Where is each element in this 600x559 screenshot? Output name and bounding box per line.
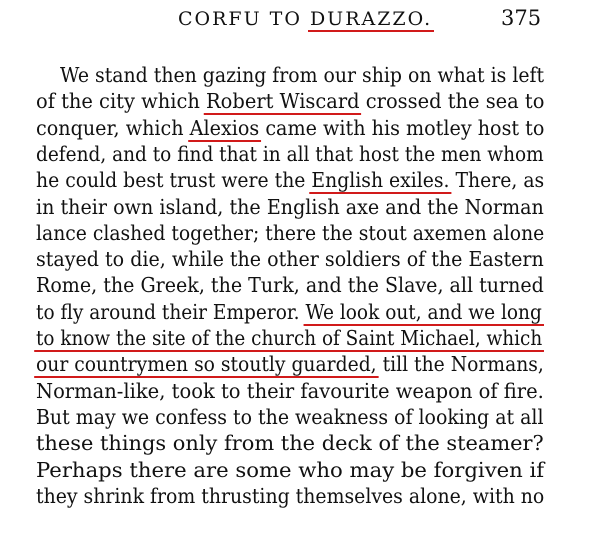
text-line <box>36 483 544 509</box>
underlined-title-part: DURAZZO. <box>309 8 433 30</box>
text-segment: till the Normans, <box>376 352 544 377</box>
underlined-phrase: We look out, and we long <box>305 299 542 324</box>
underlined-phrase: Alexios <box>189 115 260 140</box>
running-head <box>0 6 600 36</box>
text-segment: they shrink from thrusting themselves alone, with no <box>36 483 545 508</box>
text-segment: Perhaps there are some who may be forgiven if <box>36 457 545 482</box>
page-number: 375 <box>501 6 542 30</box>
text-segment: he could best trust were the <box>36 168 312 193</box>
text-line <box>36 141 544 167</box>
text-segment: came with his motley host to <box>259 115 545 140</box>
text-line <box>36 220 544 246</box>
text-line <box>36 167 544 193</box>
text-line <box>36 351 544 377</box>
text-segment: to fly around their Emperor. <box>36 299 306 324</box>
text-line <box>36 272 544 298</box>
text-line <box>60 62 544 88</box>
underlined-phrase: English exiles. <box>311 168 450 193</box>
text-line <box>36 404 544 430</box>
text-line <box>36 325 542 351</box>
text-segment: conquer, which <box>36 115 190 140</box>
text-segment: crossed the sea to <box>359 89 545 114</box>
text-segment: But may we confess to the weakness of looking at all <box>36 404 544 429</box>
text-line <box>36 246 544 272</box>
running-head-title <box>178 8 432 30</box>
text-segment: in their own island, the English axe and the Norman <box>36 194 544 219</box>
text-segment: There, as <box>449 168 545 193</box>
underlined-phrase: Robert Wiscard <box>206 89 360 114</box>
title-part-1: CORFU TO <box>178 8 310 30</box>
text-line <box>36 430 544 456</box>
text-line <box>36 378 544 404</box>
text-line <box>36 194 544 220</box>
underlined-phrase: our countrymen so stoutly guarded, <box>36 352 377 377</box>
underlined-phrase: to know the site of the church of Saint Michael, which <box>36 326 543 350</box>
text-line <box>36 115 544 141</box>
text-line <box>36 88 544 114</box>
text-segment: Rome, the Greek, the Turk, and the Slave, all turned <box>36 273 544 298</box>
text-segment: stayed to die, while the other soldiers of the Eastern <box>36 247 544 272</box>
text-segment: We stand then gazing from our ship on what is left <box>60 63 545 87</box>
text-segment: lance clashed together; there the stout axemen alone <box>36 220 545 245</box>
text-segment: defend, and to find that in all that host the men whom <box>36 141 544 166</box>
text-segment: these things only from the deck of the steamer? <box>36 431 544 456</box>
text-segment: Norman-like, took to their favourite weapon of fire. <box>36 378 544 403</box>
text-segment: of the city which <box>36 89 207 114</box>
text-line <box>36 457 544 483</box>
text-line <box>36 299 542 325</box>
